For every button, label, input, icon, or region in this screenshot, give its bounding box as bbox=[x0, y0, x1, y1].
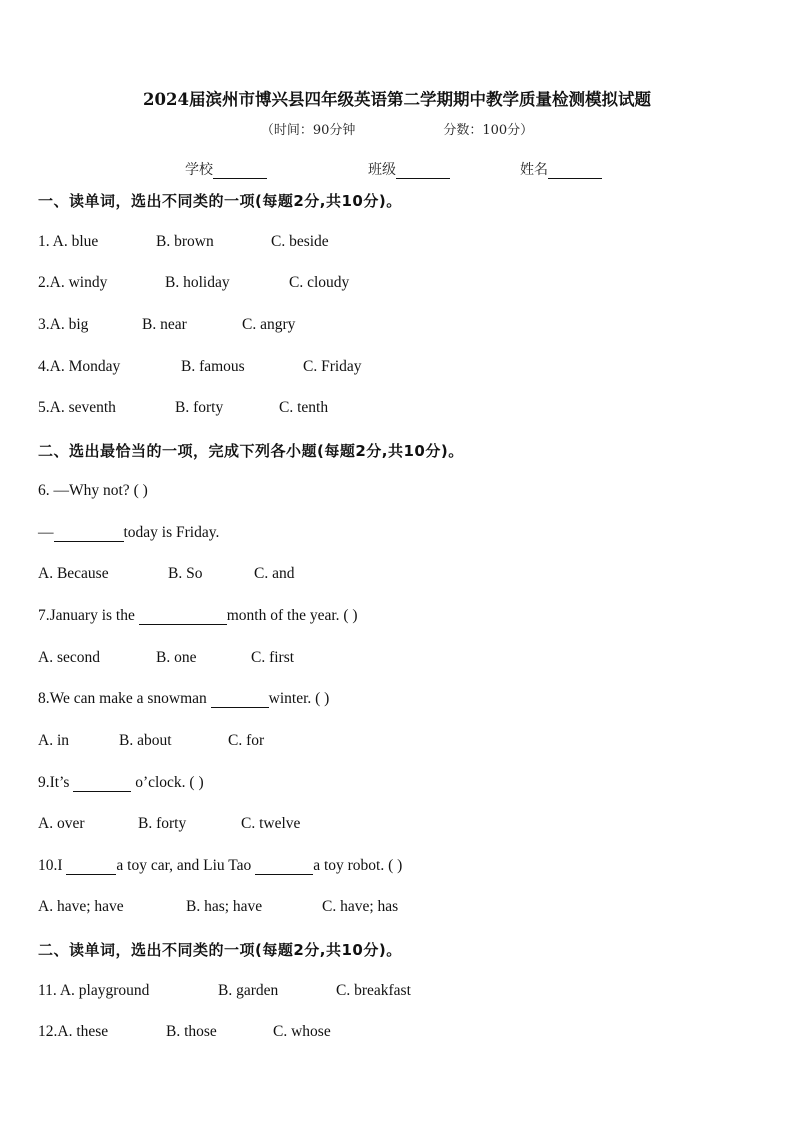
question-9-stem: 9.It’s o’clock. ( ) bbox=[38, 774, 204, 791]
option-b: B. brown bbox=[156, 233, 214, 250]
exam-subtitle bbox=[0, 119, 794, 138]
option-a: A. playground bbox=[59, 982, 150, 999]
option-b: B. has; have bbox=[186, 898, 263, 915]
class-label: 班级 bbox=[368, 162, 396, 178]
section-3-heading: 二、读单词，选出不同类的一项(每题2分,共10分)。 bbox=[38, 941, 402, 959]
exam-title: 2024届滨州市博兴县四年级英语第二学期期中教学质量检测模拟试题 bbox=[143, 90, 651, 109]
school-field bbox=[185, 159, 267, 179]
option-b: B. holiday bbox=[165, 274, 230, 291]
option-a: A. have; have bbox=[38, 898, 124, 915]
option-a: A. these bbox=[57, 1023, 109, 1040]
option-c: C. Friday bbox=[303, 358, 362, 375]
option-a: A. over bbox=[38, 815, 85, 832]
question-7-stem: 7.January is the month of the year. ( ) bbox=[38, 607, 358, 624]
option-c: C. cloudy bbox=[289, 274, 350, 291]
option-a: A. Because bbox=[38, 565, 109, 582]
option-a: A. seventh bbox=[49, 399, 116, 416]
section-1-heading: 一、读单词，选出不同类的一项(每题2分,共10分)。 bbox=[38, 192, 402, 210]
answer-blank bbox=[73, 775, 131, 792]
option-b: B. about bbox=[119, 732, 172, 749]
option-c: C. first bbox=[251, 649, 295, 666]
name-field bbox=[520, 159, 602, 179]
option-c: C. beside bbox=[271, 233, 329, 250]
option-b: B. one bbox=[156, 649, 197, 666]
name-label: 姓名 bbox=[520, 162, 548, 178]
option-a: A. second bbox=[38, 649, 100, 666]
option-c: C. have; has bbox=[322, 898, 399, 915]
option-c: C. twelve bbox=[241, 815, 301, 832]
class-blank bbox=[396, 164, 450, 179]
option-c: C. whose bbox=[273, 1023, 331, 1040]
question-6-stem: 6. —Why not? ( ) bbox=[38, 482, 148, 499]
question-8-stem: 8.We can make a snowman winter. ( ) bbox=[38, 690, 330, 707]
option-a: A. Monday bbox=[49, 358, 121, 375]
name-blank bbox=[548, 164, 602, 179]
option-b: B. famous bbox=[181, 358, 245, 375]
answer-blank bbox=[54, 525, 124, 542]
option-c: C. tenth bbox=[279, 399, 329, 416]
option-c: C. for bbox=[228, 732, 265, 749]
option-a: A. in bbox=[38, 732, 69, 749]
exam-page: 2024届滨州市博兴县四年级英语第二学期期中教学质量检测模拟试题 （时间：90分钟 分数：100分） 学校 班级 姓名 一、读单词，选出不同类的一项(每题2分,共10分)。 1. A. blue B. brown C. beside 2.A. windy B. holiday C. cloudy 3.A. big B. near C. angry 4.A. Monday B. famous C. Friday 5.A. seventh B. forty C. tenth 二、选出最恰当的一项，完成下列各小题(每题2分,共10分)。 6. —Why not? ( ) — today is Friday. A. Because B. So C. and 7.January is the month of the year. ( ) A. second B. one C. first 8.We can make a snowman winter. ( ) A. in B. about C. for 9.It’s o’clock. ( ) A. over B. forty C. twelve 10.I a toy car, and Liu Tao a toy robot. ( ) A. have; have B. has; have C. have; has 二、读单词，选出不同类的一项(每题2分,共10分)。 11. A. playground B. garden C. breakfast 12.A. these B. those C. whose bbox=[0, 0, 794, 1123]
option-c: C. angry bbox=[242, 316, 296, 333]
option-b: B. near bbox=[142, 316, 187, 333]
question-10-stem: 10.I a toy car, and Liu Tao a toy robot. ( ) bbox=[38, 857, 403, 874]
option-b: B. those bbox=[166, 1023, 217, 1040]
option-b: B. garden bbox=[218, 982, 279, 999]
option-b: B. So bbox=[168, 565, 203, 582]
option-c: C. breakfast bbox=[336, 982, 411, 999]
answer-blank bbox=[211, 691, 269, 708]
section-2-heading: 二、选出最恰当的一项，完成下列各小题(每题2分,共10分)。 bbox=[38, 442, 464, 460]
question-6-answer-line: — today is Friday. bbox=[38, 524, 220, 541]
option-b: B. forty bbox=[138, 815, 187, 832]
school-label: 学校 bbox=[185, 162, 213, 178]
option-b: B. forty bbox=[175, 399, 224, 416]
class-field bbox=[368, 159, 450, 179]
option-a: A. windy bbox=[49, 274, 108, 291]
school-blank bbox=[213, 164, 267, 179]
answer-blank-1 bbox=[66, 858, 116, 875]
answer-blank-2 bbox=[255, 858, 313, 875]
option-a: A. blue bbox=[52, 233, 99, 250]
score-info: 分数：100分） bbox=[443, 123, 534, 138]
time-info: （时间：90分钟 bbox=[260, 123, 356, 138]
answer-blank bbox=[139, 608, 227, 625]
option-a: A. big bbox=[49, 316, 89, 333]
option-c: C. and bbox=[254, 565, 295, 582]
